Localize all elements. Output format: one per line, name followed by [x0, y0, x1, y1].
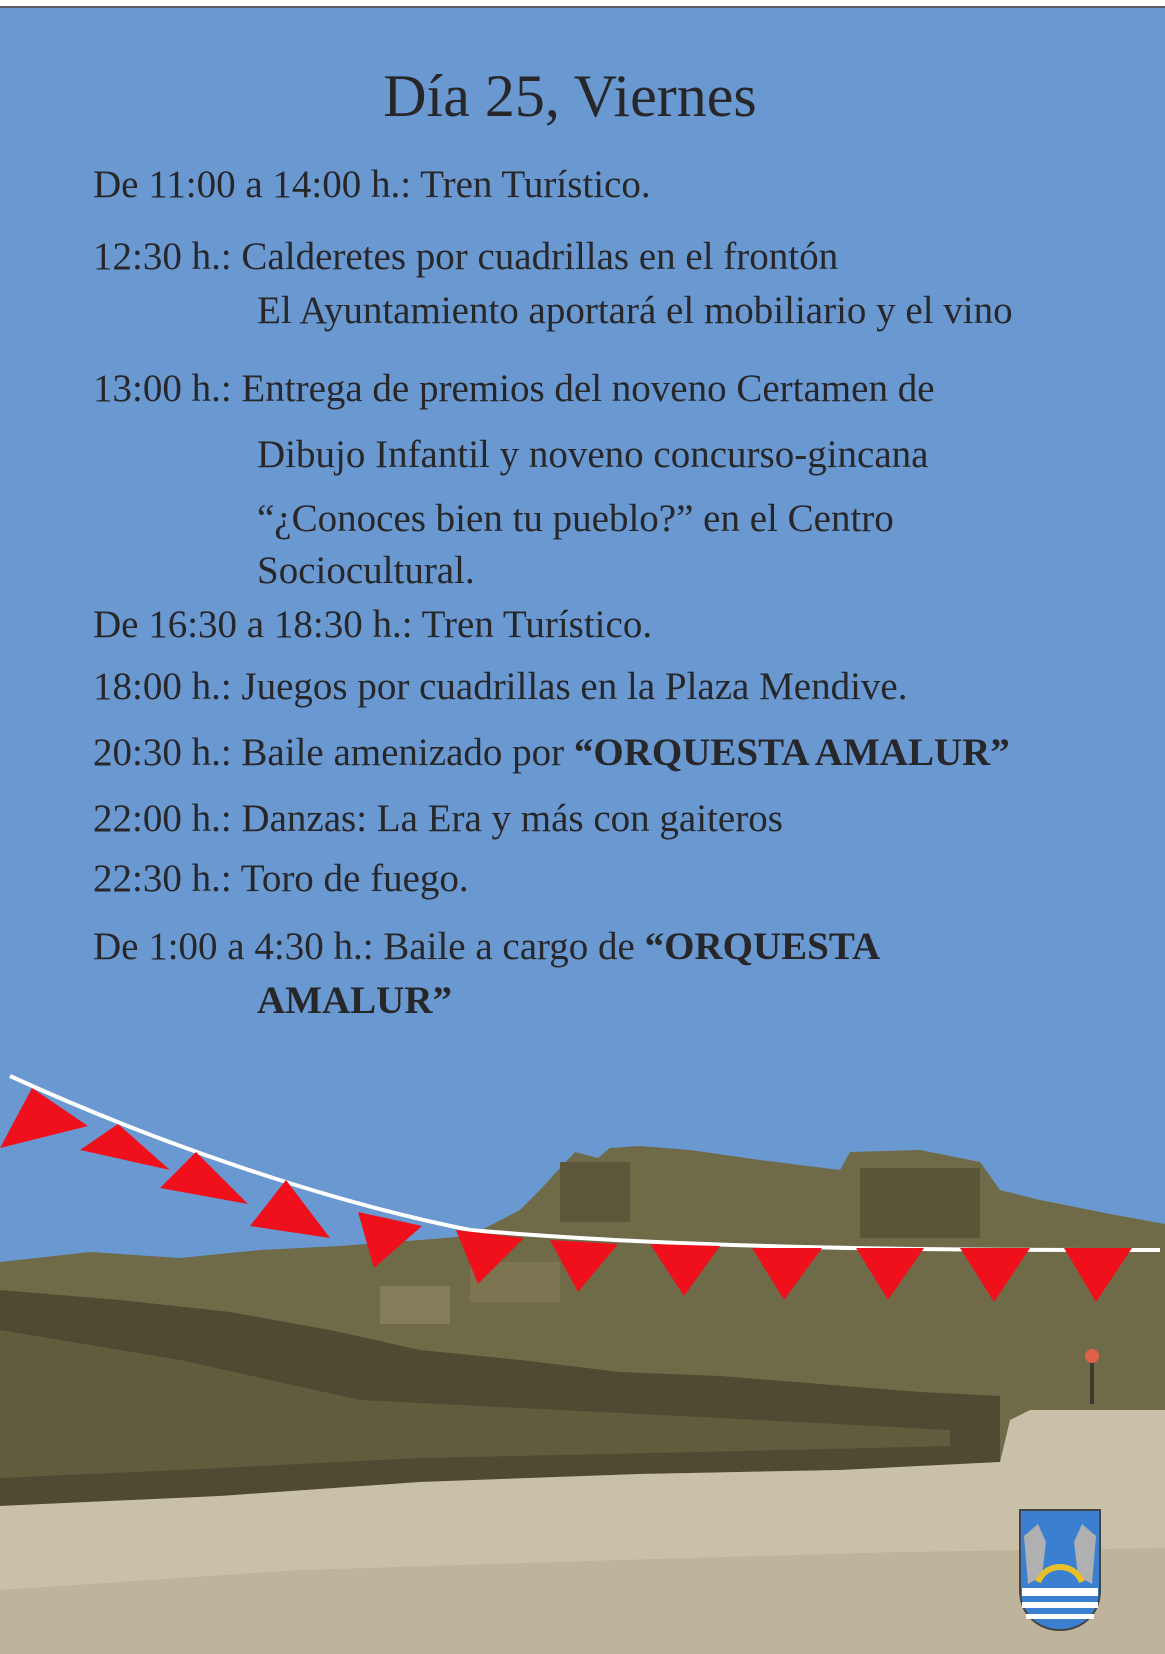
band-name: “ORQUESTA	[644, 925, 881, 968]
church-building	[560, 1162, 630, 1222]
schedule-item-5-line-1: 18:00 h.: Juegos por cuadrillas en la Plaza Mendive.	[93, 665, 908, 708]
street-sign	[1085, 1349, 1099, 1363]
coat-of-arms-icon	[1016, 1506, 1104, 1634]
flag	[80, 1124, 170, 1170]
schedule-item-1-line-1: De 11:00 a 14:00 h.: Tren Turístico.	[93, 163, 651, 206]
schedule-item-8-line-1: 22:30 h.: Toro de fuego.	[93, 857, 469, 900]
schedule-item-7-line-1: 22:00 h.: Danzas: La Era y más con gaiteros	[93, 797, 783, 840]
flag	[0, 1088, 88, 1148]
large-house	[860, 1168, 980, 1238]
band-name: “ORQUESTA AMALUR”	[573, 731, 1010, 774]
schedule-item-3-line-3: “¿Conoces bien tu pueblo?” en el Centro	[257, 497, 894, 540]
schedule-item-3-line-1: 13:00 h.: Entrega de premios del noveno Certamen de	[93, 367, 935, 410]
schedule-item-2-line-2: El Ayuntamiento aportará el mobiliario y el vino	[257, 289, 1013, 332]
schedule-item-3-line-4: Sociocultural.	[257, 549, 475, 592]
flag	[160, 1152, 248, 1204]
schedule-item-4-line-1: De 16:30 a 18:30 h.: Tren Turístico.	[93, 603, 653, 646]
schedule-item-3-line-2: Dibujo Infantil y noveno concurso-gincana	[257, 433, 929, 476]
flag	[250, 1180, 330, 1238]
schedule-item-6-text: 20:30 h.: Baile amenizado por	[93, 731, 574, 774]
schedule-item-2-line-1: 12:30 h.: Calderetes por cuadrillas en el frontón	[93, 235, 839, 278]
schedule-item-9-line-2: AMALUR”	[257, 979, 452, 1022]
schedule-item-6-line-1	[93, 728, 1010, 778]
schedule-item-9-line-1	[93, 922, 880, 972]
page-title: Día 25, Viernes	[383, 63, 757, 129]
house-front-2	[380, 1286, 450, 1324]
schedule-item-9-text: De 1:00 a 4:30 h.: Baile a cargo de	[93, 925, 645, 968]
